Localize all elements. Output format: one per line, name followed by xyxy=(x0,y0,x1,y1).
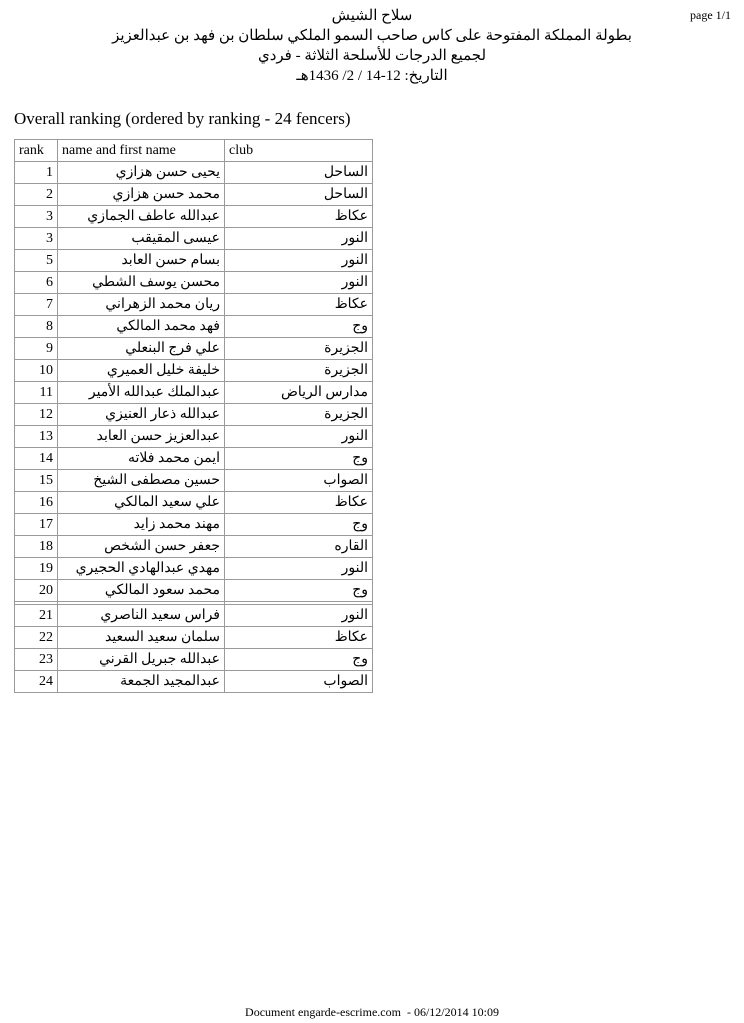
rank-cell: 1 xyxy=(15,162,58,184)
name-cell: محسن يوسف الشطي xyxy=(58,272,225,294)
table-row xyxy=(15,360,373,382)
name-cell: فراس سعيد الناصري xyxy=(58,605,225,627)
club-cell: عكاظ xyxy=(225,627,373,649)
column-header-name: name and first name xyxy=(58,140,225,162)
rank-cell: 18 xyxy=(15,536,58,558)
rank-cell: 13 xyxy=(15,426,58,448)
table-row xyxy=(15,649,373,671)
club-cell: وج xyxy=(225,514,373,536)
table-row xyxy=(15,514,373,536)
club-cell: وج xyxy=(225,649,373,671)
rank-cell: 5 xyxy=(15,250,58,272)
table-row xyxy=(15,272,373,294)
rank-cell: 16 xyxy=(15,492,58,514)
name-cell: بسام حسن العابد xyxy=(58,250,225,272)
footer: Document engarde-escrime.com - 06/12/2014 10:09 xyxy=(245,1005,499,1019)
column-header-rank: rank xyxy=(15,140,58,162)
table-row xyxy=(15,250,373,272)
table-row xyxy=(15,605,373,627)
rank-cell: 17 xyxy=(15,514,58,536)
name-cell: محمد سعود المالكي xyxy=(58,580,225,602)
rank-cell: 11 xyxy=(15,382,58,404)
club-cell: وج xyxy=(225,580,373,602)
name-cell: خليفة خليل العميري xyxy=(58,360,225,382)
name-cell: عبدالعزيز حسن العابد xyxy=(58,426,225,448)
table-row xyxy=(15,426,373,448)
name-cell: فهد محمد المالكي xyxy=(58,316,225,338)
name-cell: عبدالمجيد الجمعة xyxy=(58,671,225,693)
table-row xyxy=(15,162,373,184)
club-cell: عكاظ xyxy=(225,492,373,514)
rank-cell: 7 xyxy=(15,294,58,316)
table-row xyxy=(15,206,373,228)
name-cell: عبدالله ذعار العنيزي xyxy=(58,404,225,426)
table-row xyxy=(15,671,373,693)
name-cell: عبدالملك عبدالله الأمير xyxy=(58,382,225,404)
club-cell: النور xyxy=(225,250,373,272)
ranking-table-body xyxy=(15,162,373,693)
name-cell: سلمان سعيد السعيد xyxy=(58,627,225,649)
rank-cell: 14 xyxy=(15,448,58,470)
document-header xyxy=(0,6,744,86)
name-cell: مهند محمد زايد xyxy=(58,514,225,536)
tournament-title: بطولة المملكة المفتوحة على كاس صاحب السمو الملكي سلطان بن فهد بن عبدالعزيز xyxy=(112,28,632,44)
rank-cell: 20 xyxy=(15,580,58,602)
rank-cell: 3 xyxy=(15,228,58,250)
name-cell: حسين مصطفى الشيخ xyxy=(58,470,225,492)
club-cell: عكاظ xyxy=(225,294,373,316)
club-cell: الساحل xyxy=(225,184,373,206)
name-cell: جعفر حسن الشخص xyxy=(58,536,225,558)
table-row xyxy=(15,294,373,316)
table-row xyxy=(15,448,373,470)
rank-cell: 2 xyxy=(15,184,58,206)
name-cell: مهدي عبدالهادي الحجيري xyxy=(58,558,225,580)
club-cell: الجزيرة xyxy=(225,338,373,360)
name-cell: عبدالله عاطف الجمازي xyxy=(58,206,225,228)
ranking-table xyxy=(14,139,373,693)
name-cell: عبدالله جبريل القرني xyxy=(58,649,225,671)
table-row xyxy=(15,316,373,338)
name-cell: علي سعيد المالكي xyxy=(58,492,225,514)
club-cell: الساحل xyxy=(225,162,373,184)
name-cell: يحيى حسن هزازي xyxy=(58,162,225,184)
club-cell: النور xyxy=(225,426,373,448)
table-row xyxy=(15,404,373,426)
weapon-title: سلاح الشيش xyxy=(331,8,413,24)
rank-cell: 21 xyxy=(15,605,58,627)
club-cell: القاره xyxy=(225,536,373,558)
name-cell: عيسى المقيقب xyxy=(58,228,225,250)
rank-cell: 22 xyxy=(15,627,58,649)
club-cell: النور xyxy=(225,605,373,627)
table-row xyxy=(15,492,373,514)
rank-cell: 15 xyxy=(15,470,58,492)
table-row xyxy=(15,558,373,580)
club-cell: النور xyxy=(225,558,373,580)
table-row xyxy=(15,184,373,206)
rank-cell: 3 xyxy=(15,206,58,228)
table-row xyxy=(15,580,373,602)
table-row xyxy=(15,627,373,649)
club-cell: الجزيرة xyxy=(225,360,373,382)
club-cell: وج xyxy=(225,316,373,338)
name-cell: ايمن محمد فلاته xyxy=(58,448,225,470)
club-cell: النور xyxy=(225,272,373,294)
club-cell: عكاظ xyxy=(225,206,373,228)
name-cell: ريان محمد الزهراني xyxy=(58,294,225,316)
rank-cell: 12 xyxy=(15,404,58,426)
name-cell: علي فرج البنعلي xyxy=(58,338,225,360)
date-line: التاريخ: 12-14 / 2/ 1436هـ xyxy=(296,68,448,84)
rank-cell: 24 xyxy=(15,671,58,693)
category-title: لجميع الدرجات للأسلحة الثلاثة - فردي xyxy=(257,48,487,64)
column-header-club: club xyxy=(225,140,373,162)
page-number: page 1/1 xyxy=(690,8,731,22)
club-cell: الصواب xyxy=(225,470,373,492)
table-row xyxy=(15,536,373,558)
rank-cell: 19 xyxy=(15,558,58,580)
table-row xyxy=(15,470,373,492)
club-cell: وج xyxy=(225,448,373,470)
name-cell: محمد حسن هزازي xyxy=(58,184,225,206)
table-row xyxy=(15,228,373,250)
rank-cell: 10 xyxy=(15,360,58,382)
table-row xyxy=(15,382,373,404)
rank-cell: 6 xyxy=(15,272,58,294)
club-cell: النور xyxy=(225,228,373,250)
rank-cell: 23 xyxy=(15,649,58,671)
club-cell: مدارس الرياض xyxy=(225,382,373,404)
table-row xyxy=(15,338,373,360)
rank-cell: 8 xyxy=(15,316,58,338)
section-title: Overall ranking (ordered by ranking - 24 fencers) xyxy=(14,109,351,128)
club-cell: الصواب xyxy=(225,671,373,693)
club-cell: الجزيرة xyxy=(225,404,373,426)
rank-cell: 9 xyxy=(15,338,58,360)
table-header-row xyxy=(15,140,373,162)
